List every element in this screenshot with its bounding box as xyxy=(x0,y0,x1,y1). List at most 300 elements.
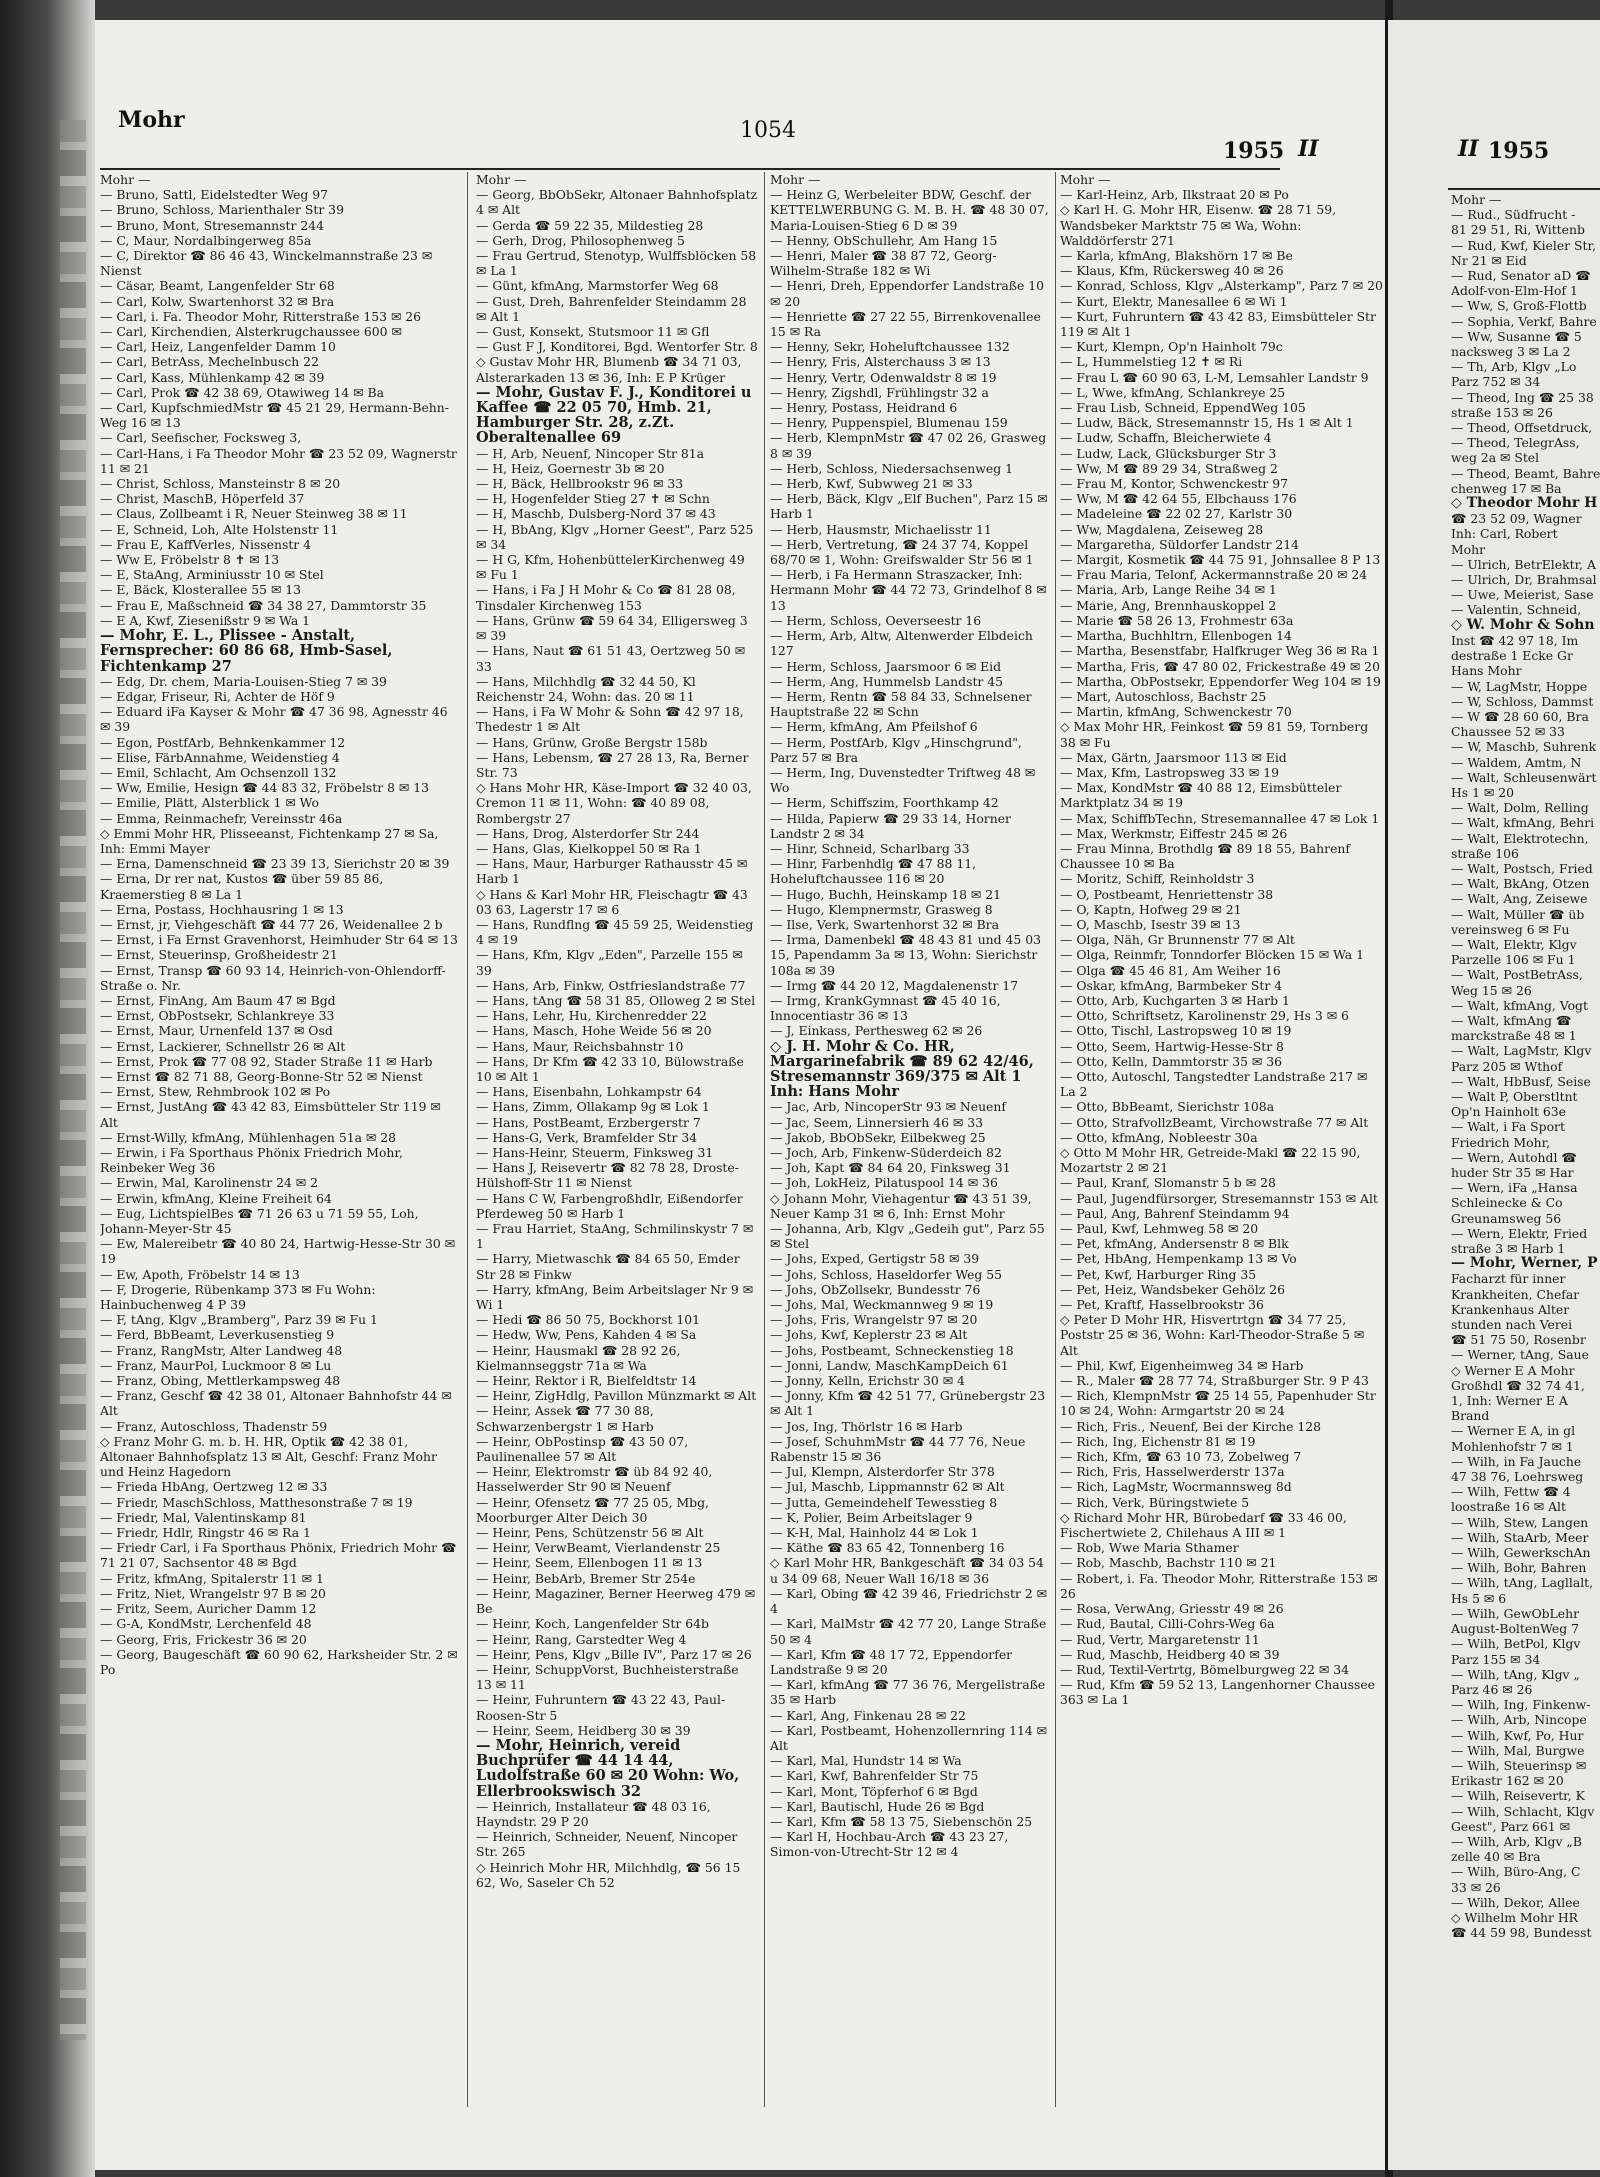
directory-entry: Greunamsweg 56 xyxy=(1451,1210,1562,1226)
directory-entry: — Karl, Mal, Hundstr 14 ✉ Wa xyxy=(770,1753,962,1769)
directory-entry: — Carl, Seefischer, Focksweg 3, xyxy=(100,430,302,446)
facing-page xyxy=(1388,20,1600,2170)
directory-entry: — Frau Gertrud, Stenotyp, Wulffsblöcken 58 ✉ La 1 xyxy=(476,248,757,279)
directory-entry: — Hans, Milchhdlg ☎ 32 44 50, Kl Reichenstr 24, Wohn: das. 20 ✉ 11 xyxy=(476,673,696,704)
directory-entry: — Wilh, Stew, Langen xyxy=(1451,1514,1589,1530)
directory-entry: — Frau Maria, Telonf, Ackermannstraße 20 ✉ 24 xyxy=(1060,567,1368,583)
directory-entry: — Johs, Mal, Weckmannweg 9 ✉ 19 xyxy=(770,1297,994,1313)
directory-entry: — Irmg ☎ 44 20 12, Magdalenenstr 17 xyxy=(770,977,1019,993)
directory-entry: — Walt, Elektr, Klgv xyxy=(1451,936,1577,952)
directory-entry: stunden nach Verei xyxy=(1451,1317,1573,1333)
directory-entry: Inst ☎ 42 97 18, Im xyxy=(1451,632,1579,648)
directory-entry: — Max, Kfm, Lastropsweg 33 ✉ 19 xyxy=(1060,764,1279,780)
directory-entry: — O, Kaptn, Hofweg 29 ✉ 21 xyxy=(1060,901,1242,917)
directory-entry: 81 29 51, Ri, Wittenb xyxy=(1451,222,1585,238)
directory-entry: — Hans, Zimm, Ollakamp 9g ✉ Lok 1 xyxy=(476,1099,710,1115)
directory-entry: — Herm, Ang, Hummelsb Landstr 45 xyxy=(770,673,1004,689)
firm-entry: ◇ Hans Mohr HR, Käse-Import ☎ 32 40 03, Cremon 11 ✉ 11, Wohn: ☎ 40 89 08, Rombergstr 27 xyxy=(476,780,758,826)
directory-entry: — Valentin, Schneid, xyxy=(1451,602,1582,618)
directory-entry: — Hans, Lebensm, ☎ 27 28 13, Ra, Berner Str. 73 xyxy=(476,749,749,780)
directory-entry: destraße 1 Ecke Gr xyxy=(1451,648,1573,664)
directory-entry: — Rud, Maschb, Heidberg 40 ✉ 39 xyxy=(1060,1646,1280,1662)
directory-entry: — Werner, tAng, Saue xyxy=(1451,1347,1589,1363)
column-heading: Mohr — xyxy=(1451,192,1502,207)
directory-entry: — Heinrich, Installateur ☎ 48 03 16, Hayndstr. 29 P 20 xyxy=(476,1798,711,1829)
directory-entry: — Carl, KupfschmiedMstr ☎ 45 21 29, Hermann-Behn-Weg 16 ✉ 13 xyxy=(100,400,449,431)
directory-entry: — Karl-Heinz, Arb, Ilkstraat 20 ✉ Po xyxy=(1060,187,1289,203)
directory-entry: — Martha, Buchhltrn, Ellenbogen 14 xyxy=(1060,628,1292,644)
column-divider xyxy=(467,172,468,2107)
directory-entry: Mohr xyxy=(1451,541,1486,557)
directory-entry: — Carl, Prok ☎ 42 38 69, Otawiweg 14 ✉ Ba xyxy=(100,384,384,400)
directory-entry: — F, Drogerie, Rübenkamp 373 ✉ Fu Wohn: Hainbuchenweg 4 P 39 xyxy=(100,1281,376,1313)
directory-entry: ☎ 44 59 98, Bundesst xyxy=(1451,1925,1592,1941)
directory-entry: — Jonni, Landw, MaschKampDeich 61 xyxy=(770,1357,1009,1373)
directory-column-1 xyxy=(100,172,458,2122)
directory-entry: — Hans, Eisenbahn, Lohkampstr 64 xyxy=(476,1084,702,1100)
directory-entry: — Edg, Dr. chem, Maria-Louisen-Stieg 7 ✉ 39 xyxy=(100,673,387,689)
directory-entry: — Martin, kfmAng, Schwenckestr 70 xyxy=(1060,704,1292,720)
directory-entry: — Kurt, Elektr, Manesallee 6 ✉ Wi 1 xyxy=(1060,293,1288,309)
directory-entry: — Pet, Kwf, Harburger Ring 35 xyxy=(1060,1266,1257,1282)
directory-entry: — O, Maschb, Isestr 39 ✉ 13 xyxy=(1060,916,1241,932)
directory-entry: — O, Postbeamt, Henriettenstr 38 xyxy=(1060,886,1274,902)
directory-entry: — Wilh, Reisevertr, K xyxy=(1451,1788,1585,1804)
directory-entry: — Theod, Offsetdruck, xyxy=(1451,420,1593,436)
directory-entry: — H G, Kfm, HohenbüttelerKirchenweg 49 ✉ Fu 1 xyxy=(476,552,745,583)
directory-entry: — Ernst, Lackierer, Schnellstr 26 ✉ Alt xyxy=(100,1038,346,1054)
firm-entry: ◇ Peter D Mohr HR, Hisvertrtgn ☎ 34 77 25, Poststr 25 ✉ 36, Wohn: Karl-Theodor-Straße 5 ✉ Alt xyxy=(1060,1312,1385,1358)
directory-entry: — C, Direktor ☎ 86 46 43, Winckelmannstraße 23 ✉ Nienst xyxy=(100,248,433,279)
directory-entry: — Karl, Bautischl, Hude 26 ✉ Bgd xyxy=(770,1798,985,1814)
directory-entry: — Herb, Bäck, Klgv „Elf Buchen", Parz 15 ✉ Harb 1 xyxy=(770,491,1048,522)
directory-entry: — Ernst, Transp ☎ 60 93 14, Heinrich-von-Ohlendorff-Straße o. Nr. xyxy=(100,962,446,993)
directory-entry: — Fritz, kfmAng, Spitalerstr 11 ✉ 1 xyxy=(100,1570,324,1586)
directory-entry: — Ww, M ☎ 89 29 34, Straßweg 2 xyxy=(1060,460,1278,476)
directory-entry: — Mohr, Gustav F. J., Konditorei u Kaffee ☎ 22 05 70, Hmb. 21, Hamburger Str. 28, z.Zt. Oberaltenallee 69 xyxy=(476,383,752,447)
directory-entry: — Hans, Rundflng ☎ 45 59 25, Weidenstieg 4 ✉ 19 xyxy=(476,916,754,948)
directory-entry: — Madeleine ☎ 22 02 27, Karlstr 30 xyxy=(1060,506,1293,522)
directory-entry: — Mart, Autoschloss, Bachstr 25 xyxy=(1060,688,1267,704)
firm-entry: ◇ Johann Mohr, Viehagentur ☎ 43 51 39, Neuer Kamp 31 ✉ 6, Inh: Ernst Mohr xyxy=(770,1191,1050,1221)
directory-entry: — Max, Gärtn, Jaarsmoor 113 ✉ Eid xyxy=(1060,749,1287,765)
directory-entry: — Jos, Ing, Thörlstr 16 ✉ Harb xyxy=(770,1418,963,1434)
directory-entry: straße 3 ✉ Harb 1 xyxy=(1451,1241,1566,1257)
directory-entry: — Olga ☎ 45 46 81, Am Weiher 16 xyxy=(1060,962,1281,978)
directory-entry: — Heinr, Elektromstr ☎ üb 84 92 40, Hasselwerder Str 90 ✉ Neuenf xyxy=(476,1464,713,1495)
directory-entry: — Franz, Autoschloss, Thadenstr 59 xyxy=(100,1418,328,1434)
directory-entry: — Friedr, MaschSchloss, Matthesonstraße 7 ✉ 19 xyxy=(100,1494,413,1510)
directory-entry: — L, Hummelstieg 12 ✝ ✉ Ri xyxy=(1060,354,1243,370)
directory-entry: — Rich, Ing, Eichenstr 81 ✉ 19 xyxy=(1060,1433,1256,1449)
directory-entry: Brand xyxy=(1451,1408,1490,1424)
column-divider xyxy=(1055,172,1056,2107)
directory-entry: — Ww, S, Groß-Flottb xyxy=(1451,298,1587,314)
directory-entry: — Walt, i Fa Sport xyxy=(1451,1119,1565,1135)
directory-entry: — Johs, Exped, Gertigstr 58 ✉ 39 xyxy=(770,1251,980,1267)
directory-entry: — Walt, kfmAng ☎ xyxy=(1451,1012,1572,1028)
header-rule xyxy=(100,168,1280,170)
directory-entry: — Heinr, Pens, Schützenstr 56 ✉ Alt xyxy=(476,1525,704,1541)
directory-entry: — Wilh, Schlacht, Klgv xyxy=(1451,1803,1595,1819)
directory-entry: — Jac, Seem, Linnersierh 46 ✉ 33 xyxy=(770,1114,983,1130)
directory-entry: — Mohr, Werner, P xyxy=(1451,1255,1598,1272)
directory-column-2 xyxy=(476,172,758,2122)
directory-entry: ☎ 23 52 09, Wagner xyxy=(1451,511,1582,527)
directory-entry: — Hilda, Papierw ☎ 29 33 14, Horner Landstr 2 ✉ 34 xyxy=(770,810,1011,841)
directory-entry: — Wilh, Ing, Finkenw- xyxy=(1451,1697,1591,1713)
directory-entry: — Kurt, Klempn, Op'n Hainholt 79c xyxy=(1060,339,1283,355)
directory-entry: — Hans, PostBeamt, Erzbergerstr 7 xyxy=(476,1114,701,1130)
directory-entry: weg 2a ✉ Stel xyxy=(1451,450,1540,466)
directory-entry: August-BoltenWeg 7 xyxy=(1451,1621,1579,1637)
running-head-volume: II xyxy=(1298,136,1319,162)
directory-entry: — Ww, Magdalena, Zeiseweg 28 xyxy=(1060,521,1264,537)
directory-entry: — Joh, Kapt ☎ 84 64 20, Finksweg 31 xyxy=(770,1160,1011,1176)
directory-entry: — H, Maschb, Dulsberg-Nord 37 ✉ 43 xyxy=(476,506,716,522)
directory-entry: — Otto, kfmAng, Nobleestr 30a xyxy=(1060,1129,1258,1145)
directory-entry: — Edgar, Friseur, Ri, Achter de Höf 9 xyxy=(100,688,335,704)
directory-entry: — Hans, Grünw, Große Bergstr 158b xyxy=(476,734,708,750)
directory-entry: — Franz, Geschf ☎ 42 38 01, Altonaer Bahnhofstr 44 ✉ Alt xyxy=(100,1388,452,1419)
directory-entry: loostraße 16 ✉ Alt xyxy=(1451,1499,1566,1515)
directory-entry: — Frau E, Maßschneid ☎ 34 38 27, Dammtorstr 35 xyxy=(100,597,427,613)
directory-entry: — Mohr, E. L., Plissee - Anstalt, Fernsprecher: 60 86 68, Hmb-Sasel, Fichtenkamp 27 xyxy=(100,627,393,675)
directory-entry: — Maria, Arb, Lange Reihe 34 ✉ 1 xyxy=(1060,582,1277,598)
directory-entry: — Wilh, Steuerinsp ✉ xyxy=(1451,1757,1587,1773)
directory-entry: — Walt, Elektrotechn, xyxy=(1451,830,1589,846)
directory-entry: — Eug, LichtspielBes ☎ 71 26 63 u 71 59 55, Loh, Johann-Meyer-Str 45 xyxy=(100,1205,419,1237)
directory-entry: — Johs, Fris, Wrangelstr 97 ✉ 20 xyxy=(770,1312,978,1328)
directory-entry: — W, Schloss, Dammst xyxy=(1451,693,1594,709)
directory-entry: — Herb, KlempnMstr ☎ 47 02 26, Grasweg 8 ✉ 39 xyxy=(770,430,1047,461)
directory-entry: — Heinr, ObPostinsp ☎ 43 50 07, Paulinenallee 57 ✉ Alt xyxy=(476,1433,689,1465)
directory-entry: — Gust, Dreh, Bahrenfelder Steindamm 28 ✉ Alt 1 xyxy=(476,293,747,324)
directory-entry: — Herb, i Fa Hermann Straszacker, Inh: Hermann Mohr ☎ 44 72 73, Grindelhof 8 ✉ 13 xyxy=(770,567,1047,613)
column-divider xyxy=(764,172,765,2107)
directory-entry: — Rud, Kfm ☎ 59 52 13, Langenhorner Chaussee 363 ✉ La 1 xyxy=(1060,1677,1375,1708)
directory-entry: — Hans, Kfm, Klgv „Eden", Parzelle 155 ✉ 39 xyxy=(476,947,743,978)
directory-entry: marckstraße 48 ✉ 1 xyxy=(1451,1028,1577,1044)
directory-entry: — Heinr, Magaziner, Berner Heerweg 479 ✉ Be xyxy=(476,1585,756,1617)
directory-entry: — Günt, kfmAng, Marmstorfer Weg 68 xyxy=(476,278,719,294)
directory-entry: — Heinr, Fuhruntern ☎ 43 22 43, Paul-Roosen-Str 5 xyxy=(476,1692,726,1723)
directory-entry: — Oskar, kfmAng, Barmbeker Str 4 xyxy=(1060,977,1283,993)
directory-entry: — Heinrich, Schneider, Neuenf, Nincoper Str. 265 xyxy=(476,1829,738,1860)
directory-entry: — Wilh, tAng, Klgv „ xyxy=(1451,1666,1580,1682)
directory-entry: — Carl-Hans, i Fa Theodor Mohr ☎ 23 52 09, Wagnerstr 11 ✉ 21 xyxy=(100,445,457,476)
directory-entry: — Werner E A, in gl xyxy=(1451,1423,1576,1439)
directory-entry: — Rud, Kwf, Kieler Str, xyxy=(1451,237,1597,253)
directory-entry: — Karl, Postbeamt, Hohenzollernring 114 ✉ Alt xyxy=(770,1722,1048,1753)
directory-entry: — Frau L ☎ 60 90 63, L-M, Lemsahler Landstr 9 xyxy=(1060,369,1369,385)
directory-entry: straße 153 ✉ 26 xyxy=(1451,404,1553,420)
directory-entry: — Gust F J, Konditorei, Bgd. Wentorfer Str. 8 xyxy=(476,339,758,355)
directory-entry: — Erwin, i Fa Sporthaus Phönix Friedrich Mohr, Reinbeker Weg 36 xyxy=(100,1145,403,1176)
directory-entry: Inh: Carl, Robert xyxy=(1451,526,1558,542)
directory-entry: — Harry, Mietwaschk ☎ 84 65 50, Emder Str 28 ✉ Finkw xyxy=(476,1251,740,1282)
directory-entry: — Gerda ☎ 59 22 35, Mildestieg 28 xyxy=(476,217,704,233)
directory-entry: — Wern, iFa „Hansa xyxy=(1451,1180,1578,1196)
directory-entry: — Frau Lisb, Schneid, EppendWeg 105 xyxy=(1060,400,1306,416)
directory-entry: — Henri, Maler ☎ 38 87 72, Georg-Wilhelm-Straße 182 ✉ Wi xyxy=(770,248,997,279)
running-head-year: 1955 xyxy=(1223,138,1285,164)
directory-entry: — Jul, Maschb, Lippmannstr 62 ✉ Alt xyxy=(770,1479,1005,1495)
directory-entry: — Max, Werkmstr, Eiffestr 245 ✉ 26 xyxy=(1060,825,1288,841)
directory-entry: — Hans, Glas, Kielkoppel 50 ✉ Ra 1 xyxy=(476,840,702,856)
directory-entry: — Josef, SchuhmMstr ☎ 44 77 76, Neue Rabenstr 15 ✉ 36 xyxy=(770,1433,1026,1465)
column-heading: Mohr — xyxy=(770,172,821,187)
directory-entry: — Mohr, Heinrich, vereid Buchprüfer ☎ 44 14 44, Ludolfstraße 60 ✉ 20 Wohn: Wo, Ellerbrookswisch 32 xyxy=(476,1736,740,1800)
directory-entry: — Ferd, BbBeamt, Leverkusenstieg 9 xyxy=(100,1327,335,1343)
directory-entry: — Rud, Bautal, Cilli-Cohrs-Weg 6a xyxy=(1060,1616,1275,1632)
directory-entry: — Ernst, Prok ☎ 77 08 92, Stader Straße 11 ✉ Harb xyxy=(100,1053,433,1069)
directory-entry: Hs 1 ✉ 20 xyxy=(1451,784,1515,800)
directory-entry: — Irma, Damenbekl ☎ 48 43 81 und 45 03 15, Papendamm 3a ✉ 13, Wohn: Sierichstr 108a ✉ 39 xyxy=(770,932,1042,978)
directory-entry: — Waldem, Amtm, N xyxy=(1451,754,1582,770)
directory-entry: — Rich, Fris., Neuenf, Bei der Kirche 128 xyxy=(1060,1418,1322,1434)
directory-entry: — Theod, Ing ☎ 25 38 xyxy=(1451,389,1594,405)
directory-entry: — Karl, kfmAng ☎ 77 36 76, Mergellstraße 35 ✉ Harb xyxy=(770,1677,1046,1708)
directory-entry: — Hedw, Ww, Pens, Kahden 4 ✉ Sa xyxy=(476,1327,697,1343)
directory-entry: — Jul, Klempn, Alsterdorfer Str 378 xyxy=(770,1464,995,1480)
directory-entry: — Olga, Näh, Gr Brunnenstr 77 ✉ Alt xyxy=(1060,932,1295,948)
directory-entry: — Hinr, Farbenhdlg ☎ 47 88 11, Hoheluftchaussee 116 ✉ 20 xyxy=(770,856,977,887)
directory-entry: — Hedi ☎ 86 50 75, Bockhorst 101 xyxy=(476,1312,701,1328)
directory-entry: — Hans, Drog, Alsterdorfer Str 244 xyxy=(476,825,700,841)
gutter-edge-strip xyxy=(60,120,86,2040)
directory-entry: — Hans, Maur, Reichsbahnstr 10 xyxy=(476,1038,684,1054)
directory-entry: — H, Arb, Neuenf, Nincoper Str 81a xyxy=(476,445,704,461)
directory-entry: — Herm, Schloss, Jaarsmoor 6 ✉ Eid xyxy=(770,658,1002,674)
directory-entry: — Hans, Arb, Finkw, Ostfrieslandstraße 77 xyxy=(476,977,746,993)
directory-entry: — F, tAng, Klgv „Bramberg", Parz 39 ✉ Fu 1 xyxy=(100,1312,378,1328)
firm-entry: ◇ Max Mohr HR, Feinkost ☎ 59 81 59, Tornberg 38 ✉ Fu xyxy=(1060,719,1385,749)
book-gutter xyxy=(0,0,95,2177)
directory-entry: — H, BbAng, Klgv „Horner Geest", Parz 525 ✉ 34 xyxy=(476,521,754,552)
directory-entry: nacksweg 3 ✉ La 2 xyxy=(1451,344,1571,360)
directory-entry: — Wilh, GewerkschAn xyxy=(1451,1545,1591,1561)
directory-entry: — Ernst, jr, Viehgeschäft ☎ 44 77 26, Weidenallee 2 b xyxy=(100,916,443,932)
directory-entry: straße 106 xyxy=(1451,845,1519,861)
directory-entry: — Claus, Zollbeamt i R, Neuer Steinweg 38 ✉ 11 xyxy=(100,506,408,522)
directory-entry: — Christ, MaschB, Höperfeld 37 xyxy=(100,491,305,507)
directory-entry: — Kurt, Fuhruntern ☎ 43 42 83, Eimsbütteler Str 119 ✉ Alt 1 xyxy=(1060,308,1376,340)
directory-entry: — Rob, Maschb, Bachstr 110 ✉ 21 xyxy=(1060,1555,1277,1571)
column-heading: Mohr — xyxy=(476,172,527,187)
directory-column-3 xyxy=(770,172,1050,2122)
directory-entry: — Ew, Malereibetr ☎ 40 80 24, Hartwig-Hesse-Str 30 ✉ 19 xyxy=(100,1236,456,1267)
directory-entry: — Th, Arb, Klgv „Lo xyxy=(1451,359,1577,375)
directory-entry: — Bruno, Sattl, Eidelstedter Weg 97 xyxy=(100,187,329,203)
directory-entry: — Erna, Postass, Hochhausring 1 ✉ 13 xyxy=(100,901,344,917)
directory-entry: — Rosa, VerwAng, Griesstr 49 ✉ 26 xyxy=(1060,1601,1284,1617)
directory-entry: — Hinr, Schneid, Scharlbarg 33 xyxy=(770,840,970,856)
directory-entry: — Henriette ☎ 27 22 55, Birrenkovenallee 15 ✉ Ra xyxy=(770,308,1041,340)
directory-entry: — Martha, ObPostsekr, Eppendorfer Weg 104 ✉ 19 xyxy=(1060,673,1381,689)
directory-entry: — Heinr, Pens, Klgv „Bille IV", Parz 17 ✉ 26 xyxy=(476,1646,752,1662)
directory-entry: — Rob, Wwe Maria Sthamer xyxy=(1060,1540,1239,1556)
directory-entry: — Wilh, Büro-Ang, C xyxy=(1451,1864,1581,1880)
directory-entry: — Erna, Damenschneid ☎ 23 39 13, Sierichstr 20 ✉ 39 xyxy=(100,856,450,872)
directory-entry: — Herm, Schiffszim, Foorthkamp 42 xyxy=(770,795,999,811)
directory-entry: — Hans, Lehr, Hu, Kirchenredder 22 xyxy=(476,1008,707,1024)
directory-entry: — Konrad, Schloss, Klgv „Alsterkamp", Parz 7 ✉ 20 xyxy=(1060,278,1383,294)
directory-entry: — Hans, Dr Kfm ☎ 42 33 10, Bülowstraße 10 ✉ Alt 1 xyxy=(476,1053,744,1084)
firm-entry: ◇ Theodor Mohr H xyxy=(1451,496,1600,511)
directory-entry: Friedrich Mohr, xyxy=(1451,1134,1551,1150)
firm-entry: ◇ W. Mohr & Sohn xyxy=(1451,618,1600,633)
directory-entry: — Hans C W, Farbengroßhdlr, Eißendorfer Pferdeweg 50 ✉ Harb 1 xyxy=(476,1190,743,1221)
directory-entry: — Heinr, Koch, Langenfelder Str 64b xyxy=(476,1616,709,1632)
directory-entry: Hs 5 ✉ 6 xyxy=(1451,1590,1507,1606)
directory-entry: Parzelle 106 ✉ Fu 1 xyxy=(1451,952,1576,968)
directory-entry: — Ww, M ☎ 42 64 55, Elbchauss 176 xyxy=(1060,491,1297,507)
directory-entry: — Joh, LokHeiz, Pilatuspool 14 ✉ 36 xyxy=(770,1175,998,1191)
directory-entry: Parz 205 ✉ Wthof xyxy=(1451,1058,1563,1074)
directory-entry: — L, Wwe, kfmAng, Schlankreye 25 xyxy=(1060,384,1286,400)
directory-entry: — Karl, Ang, Finkenau 28 ✉ 22 xyxy=(770,1707,966,1723)
directory-entry: — Uwe, Meierist, Sase xyxy=(1451,587,1594,603)
directory-entry: Op'n Hainholt 63e xyxy=(1451,1104,1566,1120)
directory-entry: — Pet, HbAng, Hempenkamp 13 ✉ Vo xyxy=(1060,1251,1297,1267)
directory-entry: — Karla, kfmAng, Blakshörn 17 ✉ Be xyxy=(1060,248,1293,264)
directory-entry: — Rud, Textil-Vertrtg, Bömelburgweg 22 ✉ 34 xyxy=(1060,1661,1349,1677)
firm-entry: ◇ Emmi Mohr HR, Plisseeanst, Fichtenkamp 27 ✉ Sa, Inh: Emmi Mayer xyxy=(100,826,458,856)
directory-entry: — Irmg, KrankGymnast ☎ 45 40 16, Innocentiastr 36 ✉ 13 xyxy=(770,992,1001,1024)
directory-entry: — Otto, Tischl, Lastropsweg 10 ✉ 19 xyxy=(1060,1023,1292,1039)
directory-entry: — Franz, RangMstr, Alter Landweg 48 xyxy=(100,1342,343,1358)
directory-entry: — Frieda HbAng, Oertzweg 12 ✉ 33 xyxy=(100,1479,328,1495)
directory-entry: — Ulrich, Dr, Brahmsal xyxy=(1451,572,1597,588)
directory-entry: — Wilh, Dekor, Allee xyxy=(1451,1894,1580,1910)
directory-entry: — Wilh, tAng, Lagllalt, xyxy=(1451,1575,1594,1591)
directory-entry: — Ilse, Verk, Swartenhorst 32 ✉ Bra xyxy=(770,916,999,932)
directory-entry: Hans Mohr xyxy=(1451,663,1522,679)
directory-entry: — Frau Harriet, StaAng, Schmilinskystr 7 ✉ 1 xyxy=(476,1221,754,1252)
directory-entry: Parz 46 ✉ 26 xyxy=(1451,1681,1533,1697)
directory-entry: — Elise, FärbAnnahme, Weidenstieg 4 xyxy=(100,749,340,765)
directory-entry: — Herm, PostfArb, Klgv „Hinschgrund", Parz 57 ✉ Bra xyxy=(770,734,1022,765)
firm-entry: ◇ Franz Mohr G. m. b. H. HR, Optik ☎ 42 38 01, Altonaer Bahnhofsplatz 13 ✉ Alt, Geschf: Franz Mohr und Heinz Hagedorn xyxy=(100,1434,458,1480)
directory-entry: vereinsweg 6 ✉ Fu xyxy=(1451,921,1570,937)
directory-entry: — Ww E, Fröbelstr 8 ✝ ✉ 13 xyxy=(100,552,280,568)
directory-entry: — Ww, Susanne ☎ 5 xyxy=(1451,328,1582,344)
directory-entry: — W, LagMstr, Hoppe xyxy=(1451,678,1588,694)
directory-entry: — Moritz, Schiff, Reinholdstr 3 xyxy=(1060,871,1255,887)
directory-entry: — Wilh, Arb, Nincope xyxy=(1451,1712,1587,1728)
directory-entry: — Ernst, Maur, Urnenfeld 137 ✉ Osd xyxy=(100,1023,333,1039)
directory-entry: — Wilh, Mal, Burgwe xyxy=(1451,1742,1585,1758)
entry-list xyxy=(476,187,758,1890)
directory-entry: — Otto, Autoschl, Tangstedter Landstraße 217 ✉ La 2 xyxy=(1060,1068,1368,1100)
directory-column-4 xyxy=(1060,172,1385,2122)
directory-entry: — Georg, BbObSekr, Altonaer Bahnhofsplatz 4 ✉ Alt xyxy=(476,187,758,218)
directory-entry: — Otto, Arb, Kuchgarten 3 ✉ Harb 1 xyxy=(1060,992,1290,1008)
directory-entry: — Ew, Apoth, Fröbelstr 14 ✉ 13 xyxy=(100,1266,300,1282)
directory-entry: — Emil, Schlacht, Am Ochsenzoll 132 xyxy=(100,764,337,780)
directory-entry: — Hans J, Reisevertr ☎ 82 78 28, Droste-Hülshoff-Str 11 ✉ Nienst xyxy=(476,1160,739,1191)
directory-entry: Mohlenhofstr 7 ✉ 1 xyxy=(1451,1438,1574,1454)
directory-entry: — Carl, Heiz, Langenfelder Damm 10 xyxy=(100,339,336,355)
directory-entry: — Karl, Obing ☎ 42 39 46, Friedrichstr 2 ✉ 4 xyxy=(770,1585,1048,1617)
directory-entry: — Walt, LagMstr, Klgv xyxy=(1451,1043,1592,1059)
directory-entry: — W ☎ 28 60 60, Bra xyxy=(1451,708,1589,724)
firm-entry: ◇ Richard Mohr HR, Bürobedarf ☎ 33 46 00, Fischertwiete 2, Chilehaus A III ✉ 1 xyxy=(1060,1510,1385,1540)
directory-entry: — Ww, Emilie, Hesign ☎ 44 83 32, Fröbelstr 8 ✉ 13 xyxy=(100,780,430,796)
directory-entry: — Eduard iFa Kayser & Mohr ☎ 47 36 98, Agnesstr 46 ✉ 39 xyxy=(100,704,448,735)
directory-entry: 47 38 76, Loehrsweg xyxy=(1451,1469,1584,1485)
directory-entry: — Walt, HbBusf, Seise xyxy=(1451,1073,1591,1089)
directory-entry: Geest", Parz 661 ✉ xyxy=(1451,1818,1571,1834)
directory-entry: — Walt, kfmAng, Behri xyxy=(1451,815,1595,831)
directory-entry: — Otto, Schriftsetz, Karolinenstr 29, Hs 3 ✉ 6 xyxy=(1060,1008,1349,1024)
directory-entry: — Jac, Arb, NincoperStr 93 ✉ Neuenf xyxy=(770,1099,1006,1115)
directory-entry: — Rud, Senator aD ☎ xyxy=(1451,268,1591,284)
directory-entry: — Ernst-Willy, kfmAng, Mühlenhagen 51a ✉ 28 xyxy=(100,1129,396,1145)
directory-entry: Großhdl ☎ 32 74 41, xyxy=(1451,1377,1585,1393)
directory-entry: — Hans, Naut ☎ 61 51 43, Oertzweg 50 ✉ 33 xyxy=(476,643,746,674)
firm-entry: ◇ Heinrich Mohr HR, Milchhdlg, ☎ 56 15 62, Wo, Saseler Ch 52 xyxy=(476,1860,758,1890)
directory-entry: — Erwin, kfmAng, Kleine Freiheit 64 xyxy=(100,1190,332,1206)
directory-entry: — Franz, MaurPol, Luckmoor 8 ✉ Lu xyxy=(100,1357,332,1373)
directory-entry: — Otto, StrafvollzBeamt, Virchowstraße 77 ✉ Alt xyxy=(1060,1114,1369,1130)
directory-entry: — Johs, Schloss, Haseldorfer Weg 55 xyxy=(770,1266,1003,1282)
directory-entry: — Carl, Kirchendien, Alsterkrugchaussee 600 ✉ xyxy=(100,324,402,340)
directory-entry: — Wilh, StaArb, Meer xyxy=(1451,1529,1589,1545)
directory-entry: — Heinr, Hausmakl ☎ 28 92 26, Kielmannseggstr 71a ✉ Wa xyxy=(476,1342,681,1373)
directory-entry: — Pet, Kraftf, Hasselbrookstr 36 xyxy=(1060,1297,1264,1313)
directory-entry: Adolf-von-Elm-Hof 1 xyxy=(1451,283,1578,299)
directory-entry: — Hans, i Fa J H Mohr & Co ☎ 81 28 08, Tinsdaler Kirchenweg 153 xyxy=(476,582,736,613)
directory-entry: — Paul, Ang, Bahrenf Steindamm 94 xyxy=(1060,1205,1290,1221)
directory-entry: — Paul, Kwf, Lehmweg 58 ✉ 20 xyxy=(1060,1221,1259,1237)
facing-column xyxy=(1451,192,1600,2142)
directory-entry: — Friedr, Hdlr, Ringstr 46 ✉ Ra 1 xyxy=(100,1525,311,1541)
directory-entry: — Herb, Schloss, Niedersachsenweg 1 xyxy=(770,460,1013,476)
directory-entry: huder Str 35 ✉ Har xyxy=(1451,1165,1574,1180)
directory-entry: — Joch, Arb, Finkenw-Süderdeich 82 xyxy=(770,1145,1002,1160)
directory-entry: — Ludw, Bäck, Stresemannstr 15, Hs 1 ✉ Alt 1 xyxy=(1060,415,1354,431)
directory-entry: — Johanna, Arb, Klgv „Gedeih gut", Parz 55 ✉ Stel xyxy=(770,1221,1045,1252)
directory-entry: — Bruno, Schloss, Marienthaler Str 39 xyxy=(100,202,344,218)
directory-entry: — Henny, ObSchullehr, Am Hang 15 xyxy=(770,232,998,248)
directory-entry: — Otto, BbBeamt, Sierichstr 108a xyxy=(1060,1099,1275,1115)
directory-entry: — Ernst, Stew, Rehmbrook 102 ✉ Po xyxy=(100,1084,331,1100)
directory-entry: — Christ, Schloss, Mansteinstr 8 ✉ 20 xyxy=(100,476,341,492)
firm-entry: ◇ J. H. Mohr & Co. HR, Margarinefabrik ☎ 89 62 42/46, Stresemannstr 369/375 ✉ Alt 1 Inh: Hans Mohr xyxy=(770,1039,1050,1100)
entry-list xyxy=(770,187,1050,1859)
directory-entry: Weg 15 ✉ 26 xyxy=(1451,982,1532,998)
directory-entry: — Karl, Kfm ☎ 58 13 75, Siebenschön 25 xyxy=(770,1813,1033,1829)
directory-entry: — Heinr, Rang, Garstedter Weg 4 xyxy=(476,1631,687,1647)
directory-entry: — Ludw, Lack, Glücksburger Str 3 xyxy=(1060,445,1277,461)
directory-entry: — W, Maschb, Suhrenk xyxy=(1451,739,1597,755)
directory-entry: — Egon, PostfArb, Behnkenkammer 12 xyxy=(100,734,346,750)
directory-entry: — Johs, Postbeamt, Schneckenstieg 18 xyxy=(770,1342,1014,1358)
facing-running-head-volume: II xyxy=(1458,136,1479,162)
directory-entry: — Paul, Kranf, Slomanstr 5 b ✉ 28 xyxy=(1060,1175,1276,1191)
directory-entry: — Frau M, Kontor, Schwenckestr 97 xyxy=(1060,476,1289,492)
facing-header-rule xyxy=(1448,188,1600,190)
directory-entry: — Heinr, SchuppVorst, Buchheisterstraße 13 ✉ 11 xyxy=(476,1661,739,1693)
directory-entry: Krankheiten, Chefar xyxy=(1451,1286,1580,1302)
directory-entry: Schleinecke & Co xyxy=(1451,1195,1563,1211)
directory-entry: — R., Maler ☎ 28 77 74, Straßburger Str. 9 P 43 xyxy=(1060,1373,1369,1389)
firm-entry: ◇ Gustav Mohr HR, Blumenb ☎ 34 71 03, Alsterarkaden 13 ✉ 36, Inh: E P Krüger xyxy=(476,354,758,384)
directory-entry: — Henny, Sekr, Hoheluftchaussee 132 xyxy=(770,339,1010,355)
directory-entry: — Gerh, Drog, Philosophenweg 5 xyxy=(476,232,685,248)
